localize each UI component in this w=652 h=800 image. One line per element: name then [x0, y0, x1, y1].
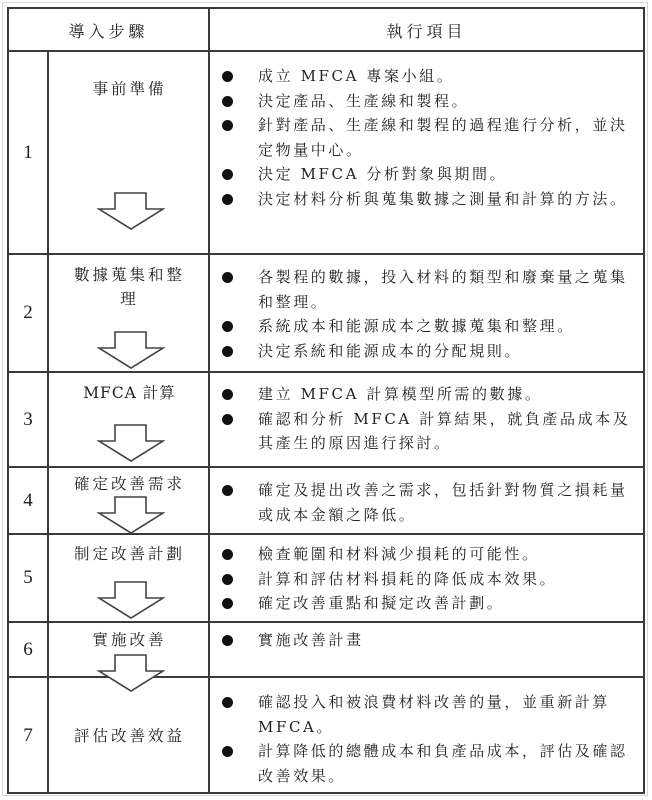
- list-item: 針對產品、生產線和製程的過程進行分析，並決定物量中心。: [212, 113, 642, 162]
- bullet-icon: [222, 485, 233, 496]
- step-number: 3: [23, 408, 33, 430]
- bullet-icon: [222, 272, 233, 283]
- bullet-icon: [222, 389, 233, 400]
- number-column-divider: [47, 50, 49, 792]
- list-item: 確定及提出改善之需求，包括針對物質之損耗量或成本金額之降低。: [212, 478, 642, 527]
- step-number: 5: [23, 567, 33, 588]
- mfca-implementation-table: [7, 7, 645, 794]
- list-item: 檢查範圍和材料減少損耗的可能性。: [212, 542, 642, 567]
- list-item: 計算降低的總體成本和負產品成本，評估及確認改善效果。: [212, 739, 642, 788]
- list-item: 決定材料分析與蒐集數據之測量和計算的方法。: [212, 187, 642, 212]
- bullet-icon: [222, 346, 233, 357]
- list-item: 決定 MFCA 分析對象與期間。: [212, 162, 642, 187]
- action-list: [212, 265, 642, 363]
- step-number: 6: [23, 638, 33, 660]
- bullet-icon: [222, 574, 233, 585]
- row-divider: [9, 253, 643, 255]
- down-arrow-icon: [97, 424, 165, 462]
- step-name: 實施改善: [92, 631, 167, 649]
- list-item: 確認和分析 MFCA 計算結果，就負產品成本及其產生的原因進行探討。: [212, 407, 642, 456]
- list-item: 決定系統和能源成本的分配規則。: [212, 339, 642, 364]
- list-item: 確認投入和被浪費材料改善的量，並重新計算 MFCA。: [212, 690, 642, 739]
- action-list: [212, 478, 642, 527]
- step-name: 制定改善計劃: [73, 545, 185, 563]
- step-name: MFCA 計算: [83, 384, 176, 402]
- bullet-icon: [222, 598, 233, 609]
- list-item: 成立 MFCA 專案小組。: [212, 64, 642, 89]
- bullet-icon: [222, 414, 233, 425]
- row-divider: [9, 466, 643, 468]
- bullet-icon: [222, 71, 233, 82]
- row-divider: [9, 621, 643, 623]
- list-item: 計算和評估材料損耗的降低成本效果。: [212, 567, 642, 592]
- step-number: 1: [23, 141, 33, 163]
- list-item: 系統成本和能源成本之數據蒐集和整理。: [212, 314, 642, 339]
- step-name: 評估改善效益: [73, 727, 185, 745]
- bullet-icon: [222, 635, 233, 646]
- header-divider: [9, 50, 643, 52]
- bullet-icon: [222, 120, 233, 131]
- step-number: 2: [23, 302, 33, 323]
- step-number: 7: [23, 725, 33, 746]
- down-arrow-icon: [97, 331, 165, 369]
- action-list: [212, 64, 642, 211]
- down-arrow-icon: [97, 192, 165, 230]
- action-list: [212, 542, 642, 616]
- down-arrow-icon: [97, 581, 165, 619]
- step-number: 4: [23, 489, 33, 511]
- list-item: 確定改善重點和擬定改善計劃。: [212, 591, 642, 616]
- down-arrow-icon: [97, 496, 165, 534]
- row-divider: [9, 371, 643, 373]
- down-arrow-icon: [97, 654, 165, 692]
- bullet-icon: [222, 96, 233, 107]
- bullet-icon: [222, 321, 233, 332]
- action-list: [212, 382, 642, 456]
- bullet-icon: [222, 194, 233, 205]
- action-list: [212, 628, 642, 653]
- list-item: 實施改善計畫: [212, 628, 642, 653]
- header-action-column: 執行項目: [386, 21, 467, 41]
- list-item: 決定產品、生產線和製程。: [212, 89, 642, 114]
- action-list: [212, 690, 642, 788]
- step-name: 事前準備: [92, 80, 167, 98]
- step-name: 確定改善需求: [73, 475, 185, 493]
- header-step-column: 導入步驟: [68, 21, 149, 41]
- step-name: 數據蒐集和整理: [73, 266, 185, 308]
- bullet-icon: [222, 549, 233, 560]
- bullet-icon: [222, 169, 233, 180]
- list-item: 各製程的數據，投入材料的類型和廢棄量之蒐集和整理。: [212, 265, 642, 314]
- bullet-icon: [222, 746, 233, 757]
- bullet-icon: [222, 697, 233, 708]
- list-item: 建立 MFCA 計算模型所需的數據。: [212, 382, 642, 407]
